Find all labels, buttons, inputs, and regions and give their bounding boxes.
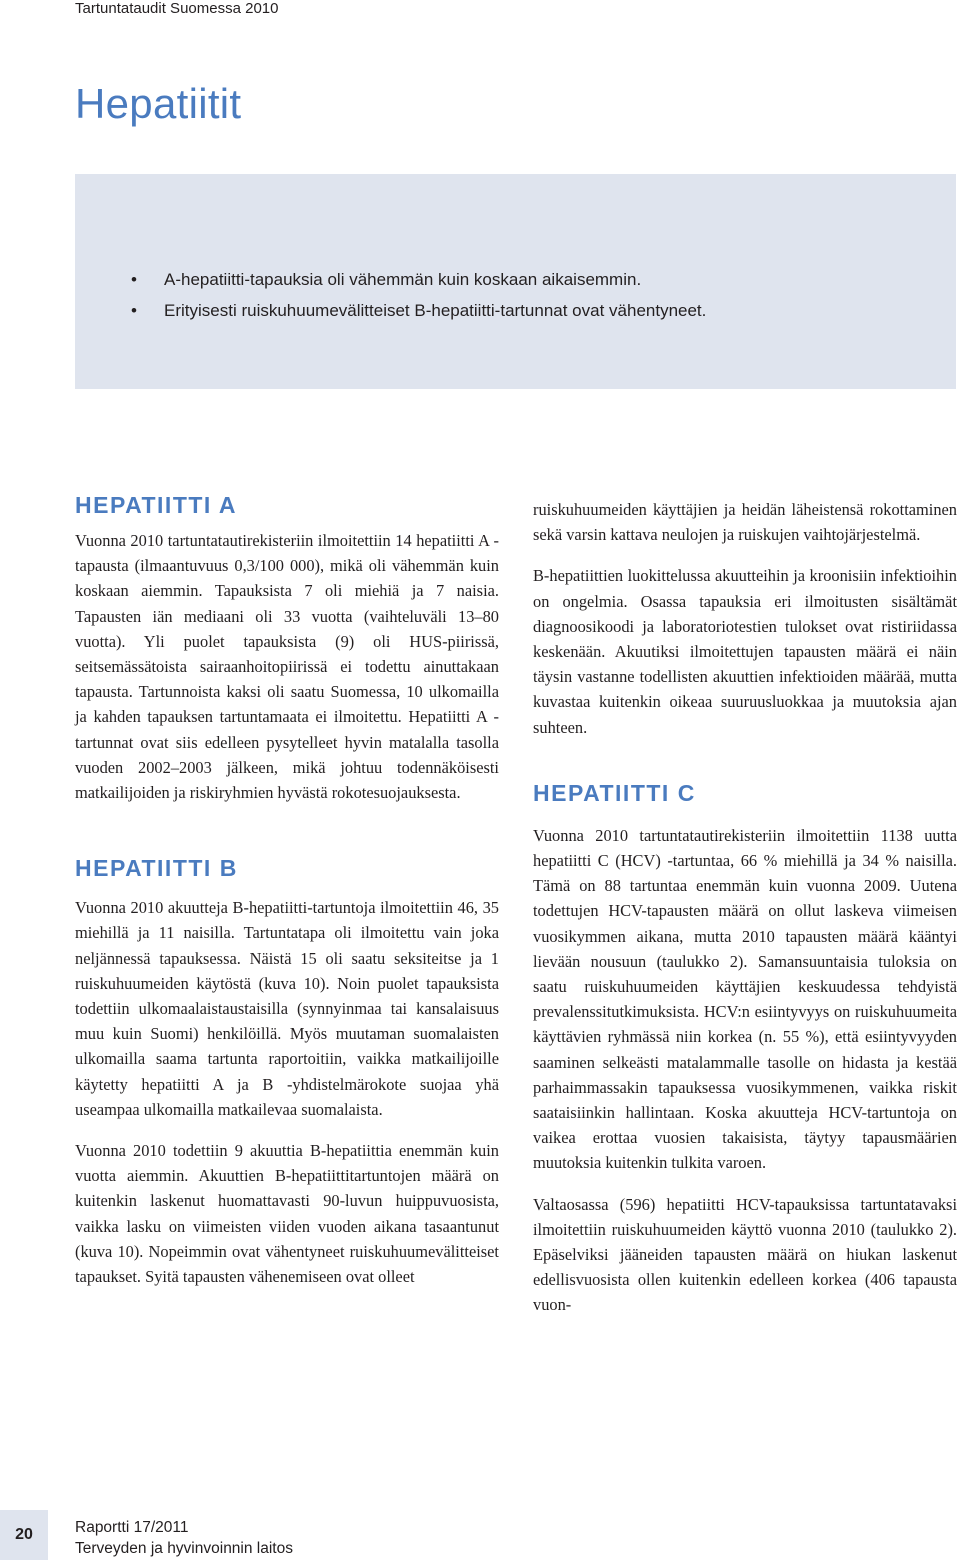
summary-list xyxy=(131,264,706,326)
paragraph: Vuonna 2010 todettiin 9 akuuttia B-hepatiittia enemmän kuin vuotta aiemmin. Akuuttien B-hepatiittitartuntojen määrä on kuitenkin laskenut huomattavasti 90-luvun huippuvuosista, vaikka lasku on viimeisten viiden vuoden aikana tasaantunut (kuva 10). Nopeimmin ovat vähentyneet ruiskuhuumevälitteiset tapaukset. Syitä tapausten vähenemiseen ovat olleet xyxy=(75,1141,499,1287)
section-heading-hepatitis-a: HEPATIITTI A xyxy=(75,492,237,518)
summary-item: • A-hepatiitti-tapauksia oli vähemmän kuin koskaan aikaisemmin. xyxy=(131,264,706,295)
right-column xyxy=(533,497,957,1318)
paragraph: Valtaosassa (596) hepatiitti HCV-tapauksissa tartuntatavaksi ilmoitettiin ruiskuhuumeiden käyttö vuonna 2010 (taulukko 2). Epäselviksi jääneiden tapausten määrä on hiukan laskenut edellisvuosista ollen kuitenkin edelleen korkea (406 tapausta vuon- xyxy=(533,1194,957,1315)
report-label: Raportti 17/2011 xyxy=(75,1519,189,1536)
page-title: Hepatiitit xyxy=(75,80,242,127)
bullet-icon: • xyxy=(131,301,137,320)
summary-box xyxy=(75,174,956,389)
paragraph: Vuonna 2010 tartuntatautirekisteriin ilmoitettiin 14 hepatiitti A -tapausta (ilmaantuvuus 0,3/100 000), mikä oli vähemmän kuin koskaan aiemmin. Tapauksista 7 oli miehiä ja 7 naisia. Tapausten iän mediaani oli 33 vuotta (vaihteluväli 13–80 vuotta). Yli puolet tapauksista (9) oli HUS-piirissä, seitsemässätoista sairaanhoitopiirissä ei todettu ainuttakaan tapausta. Tartunnoista kaksi oli saatu Suomessa, 10 ulkomailla ja kahden tapauksen tartuntamaata ei ilmoitettu. Hepatiitti A -tartunnat ovat siis edelleen pysytelleet hyvin matalalla tasolla vuoden 2002–2003 jälkeen, mikä johtuu todennäköisesti matkailijoiden ja riskiryhmien hyvästä rokotesuojauksesta. xyxy=(75,531,499,803)
summary-item: • Erityisesti ruiskuhuumevälitteiset B-hepatiitti-tartunnat ovat vähentyneet. xyxy=(131,295,706,326)
institute-label: Terveyden ja hyvinvoinnin laitos xyxy=(75,1540,293,1557)
page-number: 20 xyxy=(0,1510,48,1560)
bullet-icon: • xyxy=(131,270,137,289)
footer-text xyxy=(75,1517,293,1559)
paragraph: Vuonna 2010 tartuntatautirekisteriin ilmoitettiin 1138 uutta hepatiitti C (HCV) -tartuntaa, 66 % miehillä ja 34 % naisilla. Tämä on 88 tartuntaa enemmän kuin vuonna 2009. Uutena todettujen HCV-tapausten määrä on ollut laskeva viimeisen vuosikymmen aikana, mutta 2010 tapausten määrä kääntyi lievään nousuun (taulukko 2). Samansuuntaisia tuloksia on saatu ruiskuhuumeiden käyttäjien keskuudessa tehdyistä prevalenssitutkimuksista. HCV:n esiintyvyys on ruiskuhuumeita käyttävien ryhmässä niin korkea (n. 55 %), että esiintyvyyden saaminen selkeästi matalammalle tasolle on hidasta ja kestää parhaimmassakin tapauksessa vuosikymmenen, vaikka riskit saataisiinkin hallintaan. Koska akuutteja HCV-tartuntoja on vaikea erottaa vuosien takaisista, täytyy tapausmäärien muutoksia kuitenkin tulkita varoen. xyxy=(533,825,957,1173)
section-heading-hepatitis-c: HEPATIITTI C xyxy=(533,779,696,806)
running-head: Tartuntataudit Suomessa 2010 xyxy=(75,0,279,17)
left-column xyxy=(75,492,499,1289)
section-heading-hepatitis-b: HEPATIITTI B xyxy=(75,855,238,882)
paragraph: ruiskuhuumeiden käyttäjien ja heidän läheistensä rokottaminen sekä varsin kattava neulojen ja ruiskujen vaihtojärjestelmä. xyxy=(533,500,957,545)
paragraph: Vuonna 2010 akuutteja B-hepatiitti-tartuntoja ilmoitettiin 46, 35 miehillä ja 11 naisilla. Tartuntatapa oli ilmoitettu vain joka neljännessä tapauksessa. Näistä 15 oli saatu seksiteitse ja 1 ruiskuhuumeiden käytöstä (kuva 10). Noin puolet tapauksista todettiin ulkomaalaistaustaisilla (synnyinmaa tai kansalaisuus muu kuin Suomi) henkilöillä. Myös muutaman suomalaisten ulkomailla saama tartunta raportoitiin, vaikka matkailijoille käytetty hepatiitti A ja B -yhdistelmärokote suojaa yhä useampaa ulkomailla matkailevaa suomalaista. xyxy=(75,898,499,1119)
paragraph: B-hepatiittien luokittelussa akuutteihin ja kroonisiin infektioihin on ongelmia. Osassa tapauksia eri ilmoitusten sisältämät diagnoosikoodi ja laboratoriotestien tulokset ovat ristiriidassa keskenään. Akuutiksi ilmoitettujen tapausten määrä ei näin täysin vastanne todellisten akuuttien infektioiden määrää, mutta kuvastaa kuitenkin oikeaa suuruusluokkaa ja muutoksia ajan suhteen. xyxy=(533,566,957,737)
